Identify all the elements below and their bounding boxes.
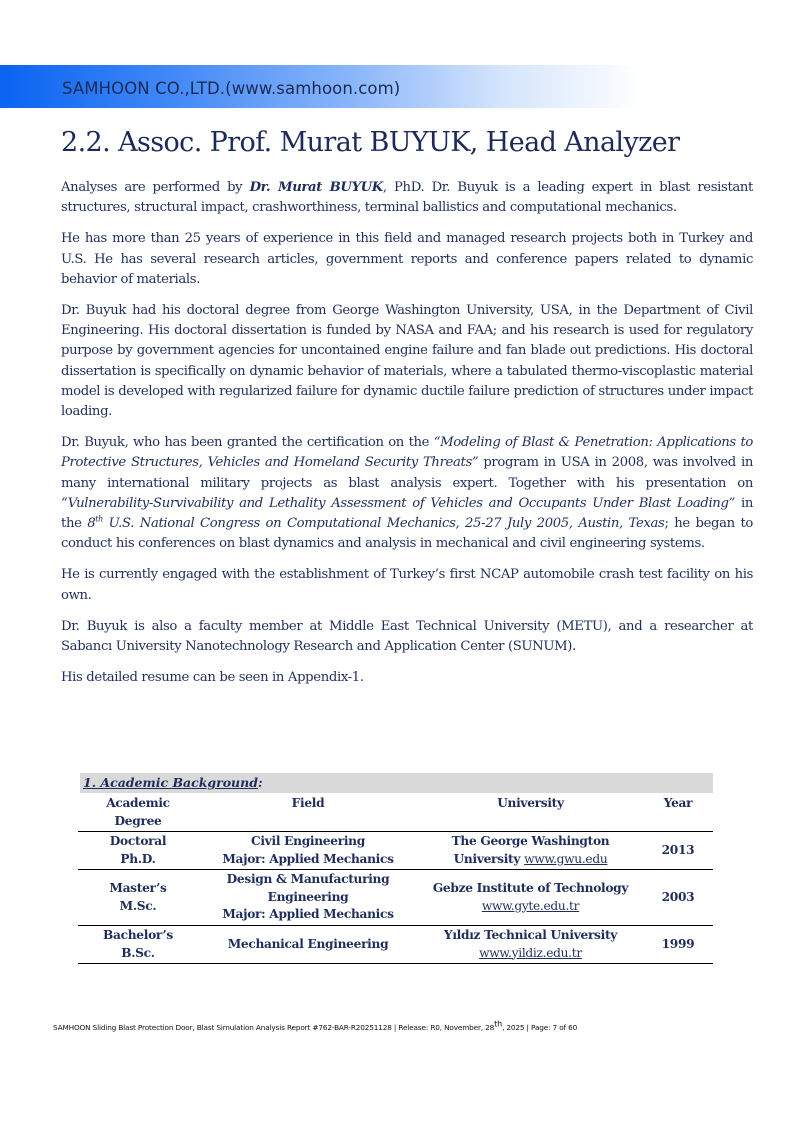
university-cell [418, 870, 643, 926]
degree-cell [78, 870, 198, 926]
intro-text-cont: , PhD. Dr. Buyuk is a leading expert in blast resistant structures, structural impact, crashworthiness, terminal ballistics and computational mechanics. [61, 180, 754, 216]
paragraph-ncap: He is currently engaged with the establishment of Turkey’s first NCAP automobile crash test facility on his own. [61, 567, 753, 603]
degree-name: Master’s [109, 881, 167, 895]
intro-text: Analyses are performed by [61, 180, 250, 195]
field-line: Major: Applied Mechanics [222, 907, 394, 922]
presentation-title: “Vulnerability-Survivability and Lethality Assessment of Vehicles and Occupants Under Blast Loading” [61, 495, 735, 511]
university-link[interactable]: www.gyte.edu.tr [481, 898, 580, 913]
degree-abbr: Ph.D. [120, 851, 156, 866]
paragraph-intro [61, 178, 753, 218]
cert-text: Dr. Buyuk, who has been granted the certification on the [61, 435, 434, 451]
paragraph-certification [61, 433, 753, 554]
footer-page-info: , 2025 | Page: 7 of 60 [502, 1023, 578, 1032]
paragraph-resume: His detailed resume can be seen in Appendix-1. [61, 670, 364, 686]
field-line: Major: Applied Mechanics [222, 851, 394, 866]
university-name: Yıldız Technical University [443, 928, 618, 942]
congress-title [87, 516, 664, 531]
cert-text-end: ; he began to conduct his conferences on blast dynamics and analysis in mechanical and civil engineering systems. [61, 516, 753, 552]
page-footer [53, 1019, 578, 1032]
table-header-row [78, 793, 713, 832]
degree-name: Bachelor’s [103, 928, 173, 942]
caption-label: 1. Academic Background [83, 775, 258, 790]
academic-background-table [78, 773, 713, 964]
col-header-year: Year [663, 796, 693, 810]
degree-name: Doctoral [109, 834, 167, 848]
university-cell [418, 832, 643, 870]
congress-name: U.S. National Congress on Computational Mechanics, 25-27 July 2005, Austin, Texas [102, 516, 665, 532]
field-cell [198, 926, 418, 964]
caption-colon: : [257, 775, 263, 790]
col-header-university: University [497, 796, 564, 810]
section-title: 2.2. Assoc. Prof. Murat BUYUK, Head Analyzer [61, 127, 680, 158]
degree-cell [78, 832, 198, 870]
col-header-field: Field [291, 796, 325, 810]
ordinal-suffix: th [95, 514, 103, 524]
field-line: Engineering [267, 889, 349, 904]
university-link[interactable]: www.gwu.edu [524, 851, 608, 866]
company-banner-text: SAMHOON CO.,LTD.(www.samhoon.com) [62, 79, 401, 98]
academic-table [78, 793, 713, 964]
field-cell [198, 870, 418, 926]
table-caption [80, 773, 713, 793]
field-line: Design & Manufacturing [226, 872, 390, 887]
footer-ordinal: th [494, 1019, 503, 1029]
field-cell [198, 832, 418, 870]
degree-abbr: M.Sc. [119, 898, 157, 913]
university-cell [418, 926, 643, 964]
table-row [78, 870, 713, 926]
analyst-name: Dr. Murat BUYUK [249, 180, 383, 195]
col-header-degree: Academic Degree [106, 796, 170, 828]
paragraph-doctoral: Dr. Buyuk had his doctoral degree from George Washington University, USA, in the Department of Civil Engineering. His doctoral dissertation is funded by NASA and FAA; and his research is used for regulatory purpose by government agencies for uncontained engine failure and fan blade out predictions. His doctoral dissertation is specifically on dynamic behavior of materials, where a tabulated thermo-viscoplastic material model is developed with regularized failure for dynamic ductile failure prediction of structures under impact loading. [61, 303, 753, 420]
cert-text-cont: program in USA in 2008, was involved in many international military projects as blast analysis expert. Together with his presentation on [61, 455, 753, 491]
year-cell: 1999 [661, 936, 695, 951]
cert-program-title: “Modeling of Blast & Penetration: Applications to Protective Structures, Vehicles and Homeland Security Threats” [61, 435, 753, 471]
university-name: Gebze Institute of Technology [432, 881, 629, 895]
field-line: Mechanical Engineering [227, 936, 389, 951]
degree-cell [78, 926, 198, 964]
footer-text: SAMHOON Sliding Blast Protection Door, Blast Simulation Analysis Report #762-BAR-R20251128 | Release: R0, November, 28 [53, 1023, 495, 1032]
university-link[interactable]: www.yildiz.edu.tr [479, 945, 582, 960]
university-name: The George Washington [451, 834, 610, 848]
table-row [78, 832, 713, 870]
paragraph-faculty: Dr. Buyuk is also a faculty member at Middle East Technical University (METU), and a researcher at Sabancı University Nanotechnology Research and Application Center (SUNUM). [61, 618, 753, 655]
degree-abbr: B.Sc. [121, 945, 155, 960]
field-line: Civil Engineering [251, 834, 365, 848]
cert-text-in: in the [61, 495, 754, 532]
congress-number: 8 [87, 516, 96, 532]
university-name-cont: University [453, 851, 521, 866]
year-cell: 2013 [661, 842, 695, 857]
table-row [78, 926, 713, 964]
document-body [61, 178, 753, 699]
paragraph-experience: He has more than 25 years of experience in this field and managed research projects both in Turkey and U.S. He has several research articles, government reports and conference papers related to dynamic behavior of materials. [61, 231, 753, 287]
year-cell: 2003 [661, 889, 695, 904]
